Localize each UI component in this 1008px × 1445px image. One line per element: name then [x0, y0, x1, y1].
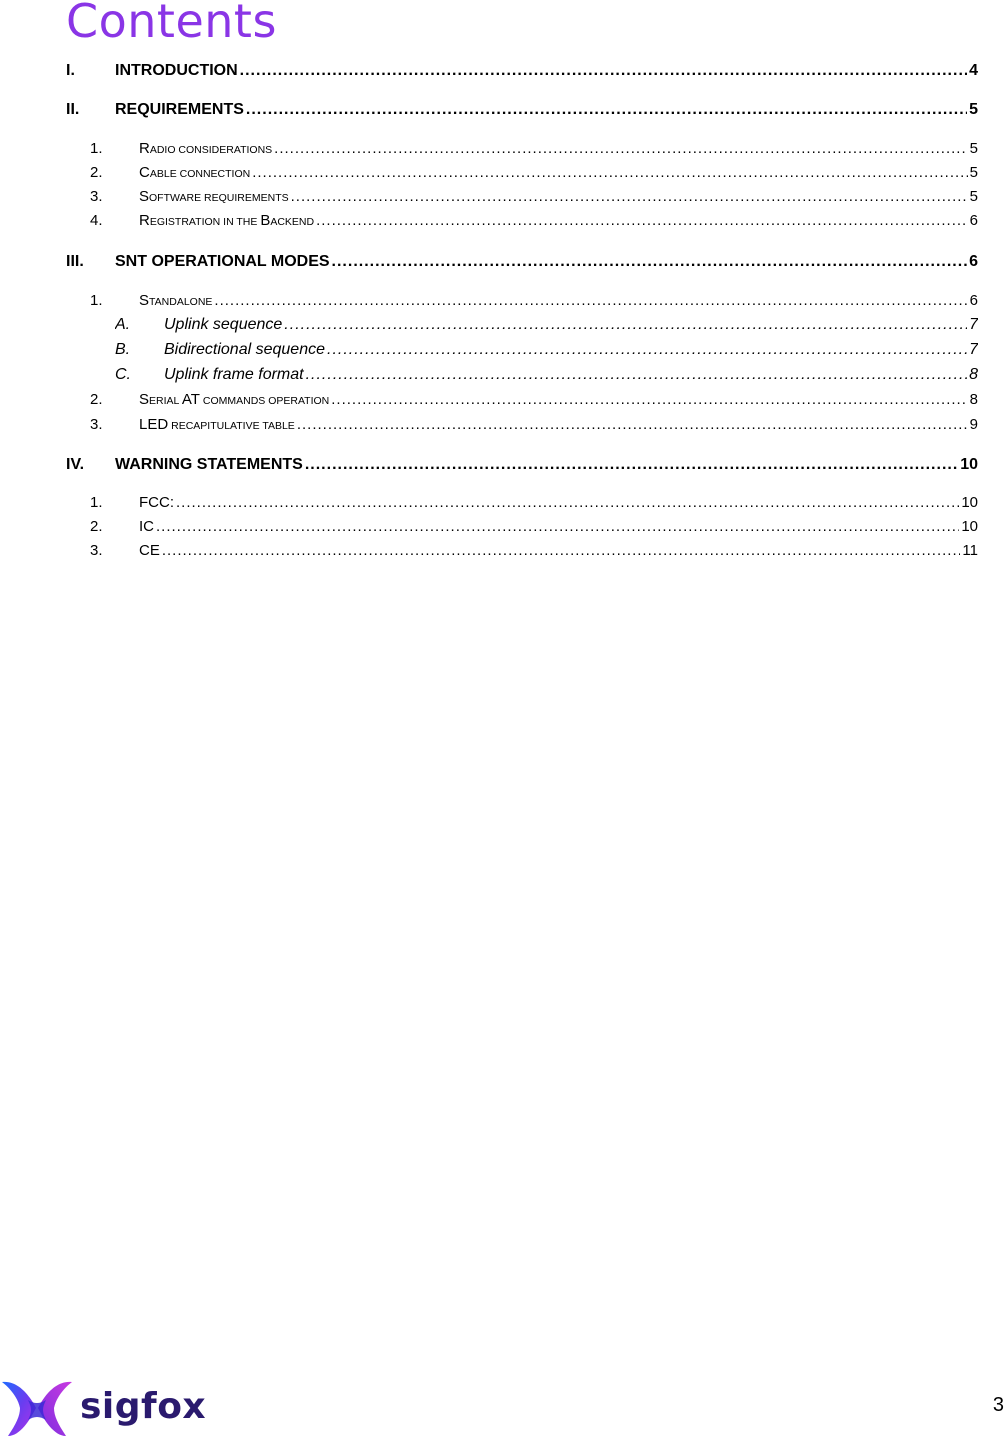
toc-label: LED RECAPITULATIVE TABLE: [139, 416, 295, 433]
toc-leader: [331, 391, 967, 408]
toc-leader: [316, 212, 968, 229]
toc-label: REQUIREMENTS: [115, 101, 244, 118]
toc-number: 1.: [90, 494, 103, 511]
toc-label: CABLE CONNECTION: [139, 164, 251, 181]
toc-label: STANDALONE: [139, 292, 213, 309]
toc-label: SERIAL AT COMMANDS OPERATION: [139, 391, 330, 408]
toc-entry-ic[interactable]: [90, 518, 978, 535]
toc-entry-radio-considerations[interactable]: [90, 140, 978, 157]
toc-leader: [284, 316, 967, 334]
toc-number: I.: [66, 62, 75, 79]
toc-page: 10: [961, 494, 978, 511]
toc-entry-uplink-frame-format[interactable]: [115, 366, 978, 384]
toc-leader: [246, 101, 967, 119]
toc-leader: [305, 456, 958, 474]
toc-leader: [156, 518, 959, 535]
toc-entry-cable-connection[interactable]: [90, 164, 978, 181]
toc-leader: [252, 164, 967, 181]
toc-page: 4: [969, 62, 978, 79]
toc-label: WARNING STATEMENTS: [115, 456, 303, 473]
toc-entry-led-table[interactable]: [90, 416, 978, 433]
toc-label: RADIO CONSIDERATIONS: [139, 140, 273, 157]
toc-page: 5: [969, 188, 978, 205]
toc-entry-snt-operational-modes[interactable]: [66, 253, 978, 271]
toc-entry-bidirectional-sequence[interactable]: [115, 341, 978, 359]
toc-leader: [327, 341, 967, 359]
toc-entry-ce[interactable]: [90, 542, 978, 559]
toc-number: 2.: [90, 164, 103, 181]
toc-page: 10: [961, 518, 978, 535]
toc-page: 8: [969, 391, 978, 408]
toc-entry-requirements[interactable]: [66, 101, 978, 119]
toc-number: 3.: [90, 542, 103, 559]
toc-page: 6: [969, 212, 978, 229]
toc-number: II.: [66, 101, 80, 118]
toc-page: 5: [969, 164, 978, 181]
toc-label: REGISTRATION IN THE BACKEND: [139, 212, 315, 229]
toc-label: SNT OPERATIONAL MODES: [115, 253, 330, 270]
toc-leader: [214, 292, 967, 309]
toc-number: 1.: [90, 140, 103, 157]
toc-number: A.: [115, 316, 131, 333]
toc-number: 4.: [90, 212, 103, 229]
toc-label: SOFTWARE REQUIREMENTS: [139, 188, 289, 205]
toc-entry-introduction[interactable]: [66, 62, 978, 80]
toc-number: IV.: [66, 456, 85, 473]
toc-entry-warning-statements[interactable]: [66, 456, 978, 474]
toc-label: CE: [139, 542, 160, 559]
toc-leader: [240, 62, 967, 80]
page-title: Contents: [66, 0, 277, 48]
toc-label: FCC:: [139, 494, 174, 511]
toc-page: 9: [969, 416, 978, 433]
toc-entry-software-requirements[interactable]: [90, 188, 978, 205]
toc-leader: [297, 416, 968, 433]
toc-page: 10: [960, 456, 978, 473]
toc-leader: [332, 253, 968, 271]
toc-number: 2.: [90, 391, 103, 408]
toc-label: Uplink frame format: [164, 366, 304, 383]
toc-page: 5: [969, 101, 978, 118]
toc-entry-fcc[interactable]: [90, 494, 978, 511]
toc-entry-standalone[interactable]: [90, 292, 978, 309]
toc-leader: [176, 494, 959, 511]
toc-number: 2.: [90, 518, 103, 535]
toc-leader: [291, 188, 968, 205]
toc-page: 11: [962, 542, 978, 559]
toc-number: III.: [66, 253, 84, 270]
toc-label: Bidirectional sequence: [164, 341, 325, 358]
toc-page: 7: [969, 341, 978, 358]
toc-page: 8: [969, 366, 978, 383]
sigfox-logo-icon: [0, 1378, 76, 1445]
toc-entry-uplink-sequence[interactable]: [115, 316, 978, 334]
sigfox-wordmark: sigfox: [80, 1386, 207, 1427]
toc-number: 3.: [90, 188, 103, 205]
toc-page: 7: [969, 316, 978, 333]
toc-page: 6: [969, 292, 978, 309]
page-number: 3: [992, 1394, 1004, 1416]
toc-leader: [306, 366, 968, 384]
toc-page: 6: [969, 253, 978, 270]
toc-entry-serial-at-commands[interactable]: [90, 391, 978, 408]
toc-number: 1.: [90, 292, 103, 309]
toc-label: Uplink sequence: [164, 316, 283, 333]
toc-leader: [162, 542, 961, 559]
toc-page: 5: [969, 140, 978, 157]
toc-entry-registration-backend[interactable]: [90, 212, 978, 229]
toc-number: B.: [115, 341, 131, 358]
toc-number: C.: [115, 366, 131, 383]
toc-number: 3.: [90, 416, 103, 433]
toc-leader: [274, 140, 967, 157]
toc-label: INTRODUCTION: [115, 62, 238, 79]
toc-label: IC: [139, 518, 154, 535]
